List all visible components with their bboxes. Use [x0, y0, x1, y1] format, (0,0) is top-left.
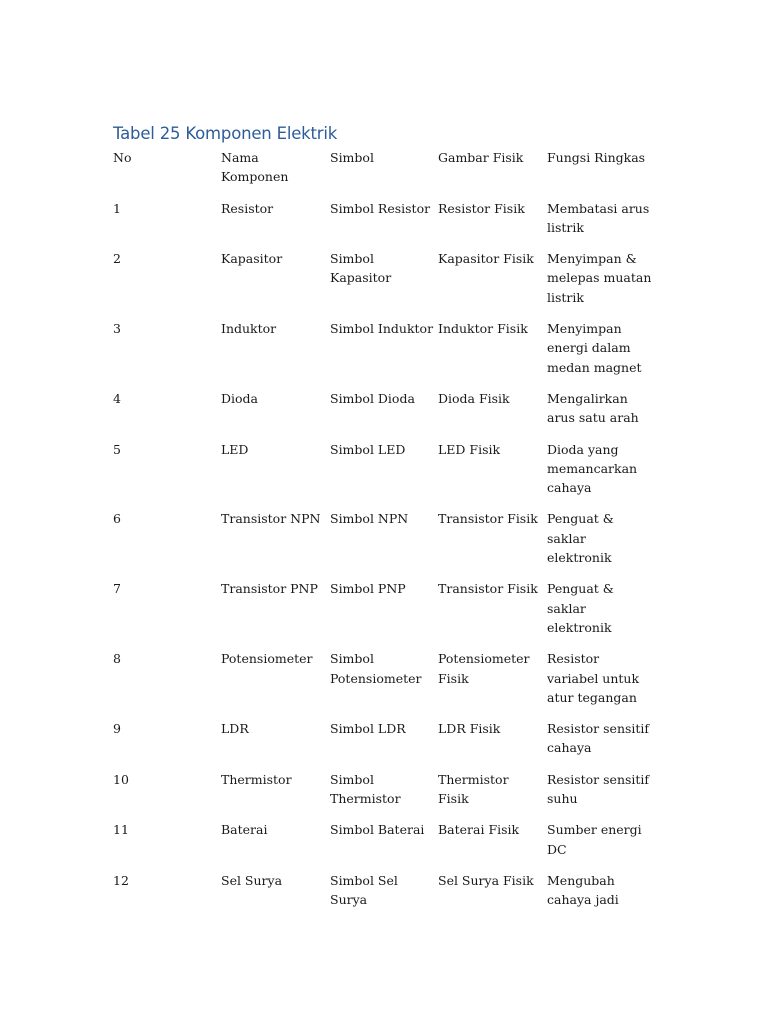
cell-nama: Transistor NPN [221, 511, 321, 527]
cell-fungsi: Sumber energi DC [547, 822, 642, 857]
cell-nama: LED [221, 441, 249, 457]
table-row [113, 770, 658, 809]
cell-gambar: Transistor Fisik [438, 511, 538, 527]
cell-fungsi: Membatasi arus listrik [547, 200, 650, 235]
cell-simbol: Simbol NPN [330, 511, 409, 527]
cell-fungsi: Dioda yang memancarkan cahaya [547, 441, 638, 496]
cell-simbol: Simbol PNP [330, 581, 406, 597]
cell-no: 3 [113, 321, 121, 337]
table-row [113, 871, 658, 910]
cell-gambar: Potensiometer Fisik [438, 651, 530, 686]
table-row [113, 649, 658, 707]
cell-fungsi: Mengubah cahaya jadi [547, 872, 619, 908]
cell-gambar: Baterai Fisik [438, 822, 520, 838]
cell-no: 7 [113, 581, 121, 597]
cell-fungsi: Menyimpan energi dalam medan magnet [547, 321, 642, 375]
cell-nama: Induktor [221, 321, 277, 337]
cell-nama: Kapasitor [221, 251, 283, 267]
cell-fungsi: Resistor sensitif cahaya [547, 721, 650, 756]
table-row [113, 319, 658, 377]
cell-fungsi: Penguat & saklar elektronik [547, 581, 614, 635]
cell-gambar: Transistor Fisik [438, 581, 538, 597]
table-row [113, 719, 658, 758]
cell-simbol: Simbol Potensiometer [330, 651, 422, 686]
table-row [113, 440, 658, 498]
cell-nama: LDR [221, 721, 249, 737]
table-caption: Tabel 25 Komponen Elektrik [113, 124, 338, 143]
table-row [113, 820, 658, 859]
cell-no: 6 [113, 511, 121, 527]
header-no: No [113, 150, 132, 165]
cell-simbol: Simbol Baterai [330, 822, 425, 838]
cell-no: 8 [113, 651, 121, 667]
table-row [113, 249, 658, 307]
table-header-row [113, 148, 658, 187]
cell-simbol: Simbol Induktor [330, 321, 434, 337]
cell-gambar: Thermistor Fisik [438, 771, 509, 807]
cell-nama: Baterai [221, 822, 268, 838]
cell-no: 5 [113, 441, 121, 457]
cell-gambar: LDR Fisik [438, 721, 501, 737]
cell-no: 12 [113, 872, 129, 888]
cell-nama: Potensiometer [221, 651, 313, 667]
cell-fungsi: Resistor variabel untuk atur tegangan [547, 651, 640, 705]
components-table [113, 148, 658, 910]
cell-nama: Thermistor [221, 771, 292, 787]
cell-nama: Dioda [221, 390, 258, 406]
cell-nama: Sel Surya [221, 872, 283, 888]
cell-simbol: Simbol Thermistor [330, 771, 401, 807]
header-gambar-fisik: Gambar Fisik [438, 150, 524, 165]
cell-fungsi: Mengalirkan arus satu arah [547, 390, 639, 426]
cell-no: 10 [113, 771, 129, 787]
cell-no: 2 [113, 251, 121, 267]
cell-gambar: Sel Surya Fisik [438, 872, 534, 888]
table-row [113, 199, 658, 238]
cell-nama: Resistor [221, 200, 274, 216]
cell-simbol: Simbol Resistor [330, 200, 431, 216]
cell-fungsi: Resistor sensitif suhu [547, 771, 650, 807]
header-nama-komponen: Nama Komponen [221, 150, 289, 185]
cell-gambar: Induktor Fisik [438, 321, 528, 337]
cell-gambar: Dioda Fisik [438, 390, 510, 406]
table-row [113, 389, 658, 428]
cell-gambar: Kapasitor Fisik [438, 251, 534, 267]
header-simbol: Simbol [330, 150, 374, 165]
cell-no: 4 [113, 390, 121, 406]
cell-no: 1 [113, 200, 121, 216]
cell-simbol: Simbol Kapasitor [330, 251, 392, 286]
cell-simbol: Simbol LDR [330, 721, 406, 737]
cell-gambar: Resistor Fisik [438, 200, 525, 216]
cell-nama: Transistor PNP [221, 581, 318, 597]
cell-simbol: Simbol Dioda [330, 390, 415, 406]
cell-fungsi: Menyimpan & melepas muatan listrik [547, 251, 652, 305]
cell-no: 11 [113, 822, 129, 838]
cell-simbol: Simbol Sel Surya [330, 872, 398, 908]
cell-fungsi: Penguat & saklar elektronik [547, 511, 614, 566]
table-row [113, 509, 658, 567]
table-row [113, 579, 658, 637]
header-fungsi-ringkas: Fungsi Ringkas [547, 150, 646, 165]
cell-no: 9 [113, 721, 121, 737]
cell-simbol: Simbol LED [330, 441, 406, 457]
cell-gambar: LED Fisik [438, 441, 501, 457]
